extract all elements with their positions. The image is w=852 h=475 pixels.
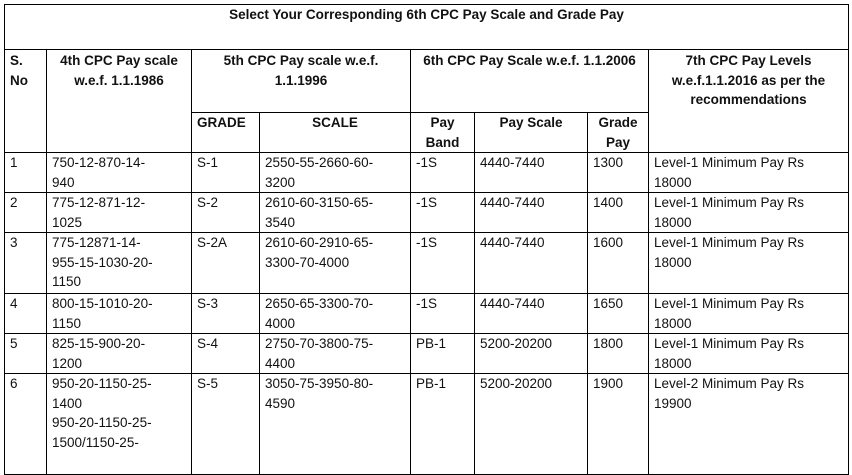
header-grade: GRADE — [192, 113, 260, 153]
cell-grade-pay: 1800 — [588, 334, 649, 374]
cell-sno: 1 — [5, 153, 47, 193]
cell-pay-band: PB-1 — [411, 334, 475, 374]
table-row — [5, 374, 849, 475]
table-row — [5, 334, 849, 374]
cell-pay-band: -1S — [411, 193, 475, 233]
cell-7th-cpc: Level-1 Minimum Pay Rs 18000 — [649, 334, 849, 374]
cell-scale: 2610-60-2910-65- 3300-70-4000 — [260, 233, 411, 294]
cell-scale: 2750-70-3800-75- 4400 — [260, 334, 411, 374]
cell-pay-band: PB-1 — [411, 374, 475, 475]
table-row — [5, 153, 849, 193]
cell-4th-cpc: 750-12-870-14- 940 — [47, 153, 192, 193]
header-pay-band: Pay Band — [411, 113, 475, 153]
cell-4th-cpc: 775-12871-14- 955-15-1030-20- 1150 — [47, 233, 192, 294]
header-7th-cpc: 7th CPC Pay Levels w.e.f.1.1.2016 as per the recommendations — [649, 50, 849, 153]
header-sno: S. No — [5, 50, 47, 153]
cell-4th-cpc: 950-20-1150-25- 1400 950-20-1150-25- 1500/1150-25- — [47, 374, 192, 475]
cell-scale: 2610-60-3150-65- 3540 — [260, 193, 411, 233]
header-scale: SCALE — [260, 113, 411, 153]
cell-sno: 3 — [5, 233, 47, 294]
header-pay-scale: Pay Scale — [475, 113, 588, 153]
pay-scale-table — [4, 4, 849, 475]
table-row — [5, 193, 849, 233]
table-row — [5, 294, 849, 334]
cell-pay-scale: 4440-7440 — [475, 294, 588, 334]
cell-4th-cpc: 775-12-871-12- 1025 — [47, 193, 192, 233]
header-grade-pay: Grade Pay — [588, 113, 649, 153]
cell-7th-cpc: Level-1 Minimum Pay Rs 18000 — [649, 294, 849, 334]
cell-pay-scale: 5200-20200 — [475, 374, 588, 475]
cell-pay-band: -1S — [411, 294, 475, 334]
cell-pay-scale: 4440-7440 — [475, 233, 588, 294]
cell-grade: S-5 — [192, 374, 260, 475]
cell-4th-cpc: 800-15-1010-20- 1150 — [47, 294, 192, 334]
cell-7th-cpc: Level-1 Minimum Pay Rs 18000 — [649, 153, 849, 193]
cell-scale: 2550-55-2660-60- 3200 — [260, 153, 411, 193]
cell-grade: S-4 — [192, 334, 260, 374]
cell-grade: S-3 — [192, 294, 260, 334]
cell-grade-pay: 1600 — [588, 233, 649, 294]
cell-scale: 3050-75-3950-80- 4590 — [260, 374, 411, 475]
table-row — [5, 233, 849, 294]
cell-sno: 2 — [5, 193, 47, 233]
cell-grade: S-1 — [192, 153, 260, 193]
cell-7th-cpc: Level-2 Minimum Pay Rs 19900 — [649, 374, 849, 475]
cell-7th-cpc: Level-1 Minimum Pay Rs 18000 — [649, 233, 849, 294]
cell-4th-cpc: 825-15-900-20- 1200 — [47, 334, 192, 374]
header-6th-cpc: 6th CPC Pay Scale w.e.f. 1.1.2006 — [411, 50, 649, 113]
cell-grade: S-2A — [192, 233, 260, 294]
cell-grade-pay: 1300 — [588, 153, 649, 193]
cell-scale: 2650-65-3300-70- 4000 — [260, 294, 411, 334]
cell-sno: 5 — [5, 334, 47, 374]
cell-grade-pay: 1900 — [588, 374, 649, 475]
header-4th-cpc: 4th CPC Pay scale w.e.f. 1.1.1986 — [47, 50, 192, 153]
header-5th-cpc: 5th CPC Pay scale w.e.f. 1.1.1996 — [192, 50, 411, 113]
cell-grade-pay: 1650 — [588, 294, 649, 334]
cell-pay-band: -1S — [411, 233, 475, 294]
cell-grade: S-2 — [192, 193, 260, 233]
cell-pay-scale: 5200-20200 — [475, 334, 588, 374]
cell-grade-pay: 1400 — [588, 193, 649, 233]
cell-sno: 6 — [5, 374, 47, 475]
cell-sno: 4 — [5, 294, 47, 334]
cell-pay-band: -1S — [411, 153, 475, 193]
cell-pay-scale: 4440-7440 — [475, 153, 588, 193]
table-title: Select Your Corresponding 6th CPC Pay Scale and Grade Pay — [5, 5, 849, 50]
cell-7th-cpc: Level-1 Minimum Pay Rs 18000 — [649, 193, 849, 233]
cell-pay-scale: 4440-7440 — [475, 193, 588, 233]
